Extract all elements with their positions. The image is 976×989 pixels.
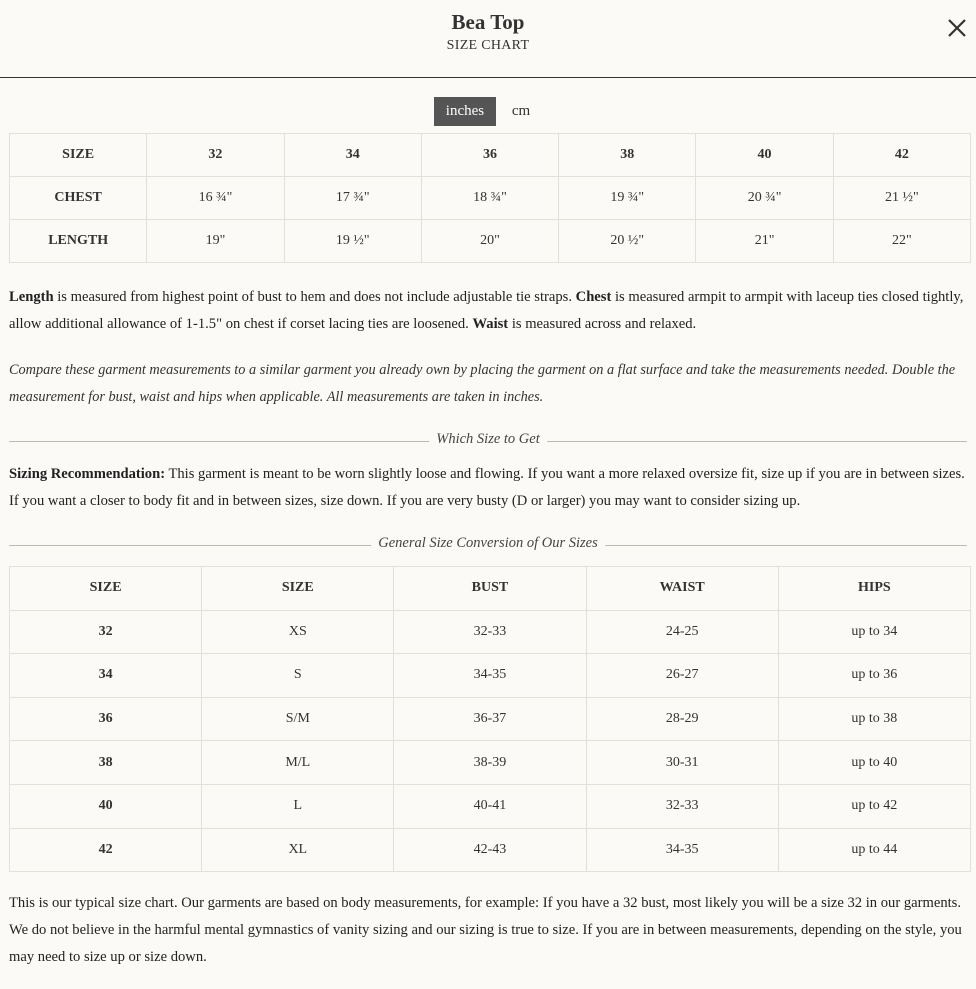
recommendation-text: This garment is meant to be worn slightly loose and flowing. If you want a more relaxed oversize fit, size up if you are in between sizes. If you want a closer to body fit and in between sizes, size down. If you are very busty (D or larger) you may want to consider sizing up.: [9, 466, 965, 509]
table-cell: up to 34: [778, 610, 970, 654]
table-cell: up to 40: [778, 741, 970, 785]
table-cell: 32-33: [394, 610, 586, 654]
table-row: [10, 220, 971, 263]
table-cell: 30-31: [586, 741, 778, 785]
which-size-heading: Which Size to Get: [429, 431, 547, 448]
header-cell: BUST: [394, 567, 586, 611]
waist-text: is measured across and relaxed.: [508, 316, 697, 332]
table-cell: S: [202, 654, 394, 698]
table-cell: up to 44: [778, 828, 970, 872]
table-cell: 32: [10, 610, 202, 654]
table-cell: 36: [10, 697, 202, 741]
conversion-table: [9, 566, 971, 872]
table-cell: 34: [10, 654, 202, 698]
header-cell: SIZE: [202, 567, 394, 611]
table-header-row: [10, 567, 971, 611]
table-cell: 21": [696, 220, 833, 263]
header-cell: 38: [559, 134, 696, 177]
row-label: CHEST: [10, 177, 147, 220]
cm-button[interactable]: cm: [511, 103, 531, 119]
waist-term: Waist: [472, 316, 509, 332]
table-cell: S/M: [202, 697, 394, 741]
table-cell: 19": [147, 220, 284, 263]
table-cell: 34-35: [586, 828, 778, 872]
table-header-row: [10, 134, 971, 177]
table-row: [10, 177, 971, 220]
table-cell: L: [202, 784, 394, 828]
table-cell: 21 ½": [833, 177, 970, 220]
chest-term: Chest: [575, 289, 612, 305]
header-cell: 34: [284, 134, 421, 177]
table-cell: 24-25: [586, 610, 778, 654]
table-cell: up to 36: [778, 654, 970, 698]
table-cell: XL: [202, 828, 394, 872]
header-cell: HIPS: [778, 567, 970, 611]
table-cell: 32-33: [586, 784, 778, 828]
table-cell: 17 ¾": [284, 177, 421, 220]
footer-note: This is our typical size chart. Our garments are based on body measurements, for example: If you have a 32 bust, most likely you will be a size 32 in our garments. We do not believe in the harmful mental gymnastics of vanity sizing and our sizing is true to size. If you are in between measurements, depending on the style, you may need to size up or size down.: [9, 895, 962, 965]
table-cell: up to 38: [778, 697, 970, 741]
conversion-divider: [9, 535, 967, 555]
row-label: LENGTH: [10, 220, 147, 263]
header-cell: WAIST: [586, 567, 778, 611]
table-cell: 34-35: [394, 654, 586, 698]
length-term: Length: [9, 289, 54, 305]
table-cell: 38: [10, 741, 202, 785]
table-cell: M/L: [202, 741, 394, 785]
table-cell: 36-37: [394, 697, 586, 741]
header-cell: SIZE: [10, 567, 202, 611]
conversion-heading: General Size Conversion of Our Sizes: [371, 535, 605, 552]
table-cell: 38-39: [394, 741, 586, 785]
header-cell: 42: [833, 134, 970, 177]
table-row: [10, 654, 971, 698]
close-icon: [946, 17, 968, 39]
compare-note: Compare these garment measurements to a similar garment you already own by placing the garment on a flat surface and take the measurements needed. Double the measurement for bust, waist and hips when applicable. All measurements are taken in inches.: [9, 362, 956, 405]
inches-button[interactable]: inches: [434, 97, 496, 126]
table-cell: 19 ½": [284, 220, 421, 263]
close-button[interactable]: [946, 17, 968, 39]
product-title: Bea Top: [451, 10, 525, 34]
table-cell: 42-43: [394, 828, 586, 872]
table-cell: 40: [10, 784, 202, 828]
chest-text: is measured armpit to armpit with laceup ties closed tightly, allow additional allowance of 1-1.5" on chest if corset lacing ties are loosened.: [9, 289, 964, 332]
header-cell: 32: [147, 134, 284, 177]
table-cell: 20": [421, 220, 558, 263]
modal-header: [0, 0, 976, 78]
table-row: [10, 741, 971, 785]
table-cell: 28-29: [586, 697, 778, 741]
table-row: [10, 610, 971, 654]
measurement-notes: [9, 284, 967, 338]
table-row: [10, 697, 971, 741]
which-size-divider: [9, 431, 967, 451]
table-cell: 16 ¾": [147, 177, 284, 220]
header-cell: SIZE: [10, 134, 147, 177]
table-cell: 18 ¾": [421, 177, 558, 220]
table-cell: XS: [202, 610, 394, 654]
header-cell: 40: [696, 134, 833, 177]
table-cell: 20 ½": [559, 220, 696, 263]
table-cell: 26-27: [586, 654, 778, 698]
length-text: is measured from highest point of bust to hem and does not include adjustable tie straps.: [53, 289, 576, 305]
unit-toggle: [0, 97, 976, 126]
table-row: [10, 784, 971, 828]
table-cell: 22": [833, 220, 970, 263]
table-cell: up to 42: [778, 784, 970, 828]
sizing-recommendation: [9, 461, 967, 515]
table-cell: 20 ¾": [696, 177, 833, 220]
size-chart-subtitle: SIZE CHART: [446, 38, 530, 53]
table-cell: 40-41: [394, 784, 586, 828]
measurement-table: [9, 133, 971, 263]
table-row: [10, 828, 971, 872]
recommendation-term: Sizing Recommendation:: [9, 466, 166, 482]
table-cell: 42: [10, 828, 202, 872]
header-cell: 36: [421, 134, 558, 177]
table-cell: 19 ¾": [559, 177, 696, 220]
